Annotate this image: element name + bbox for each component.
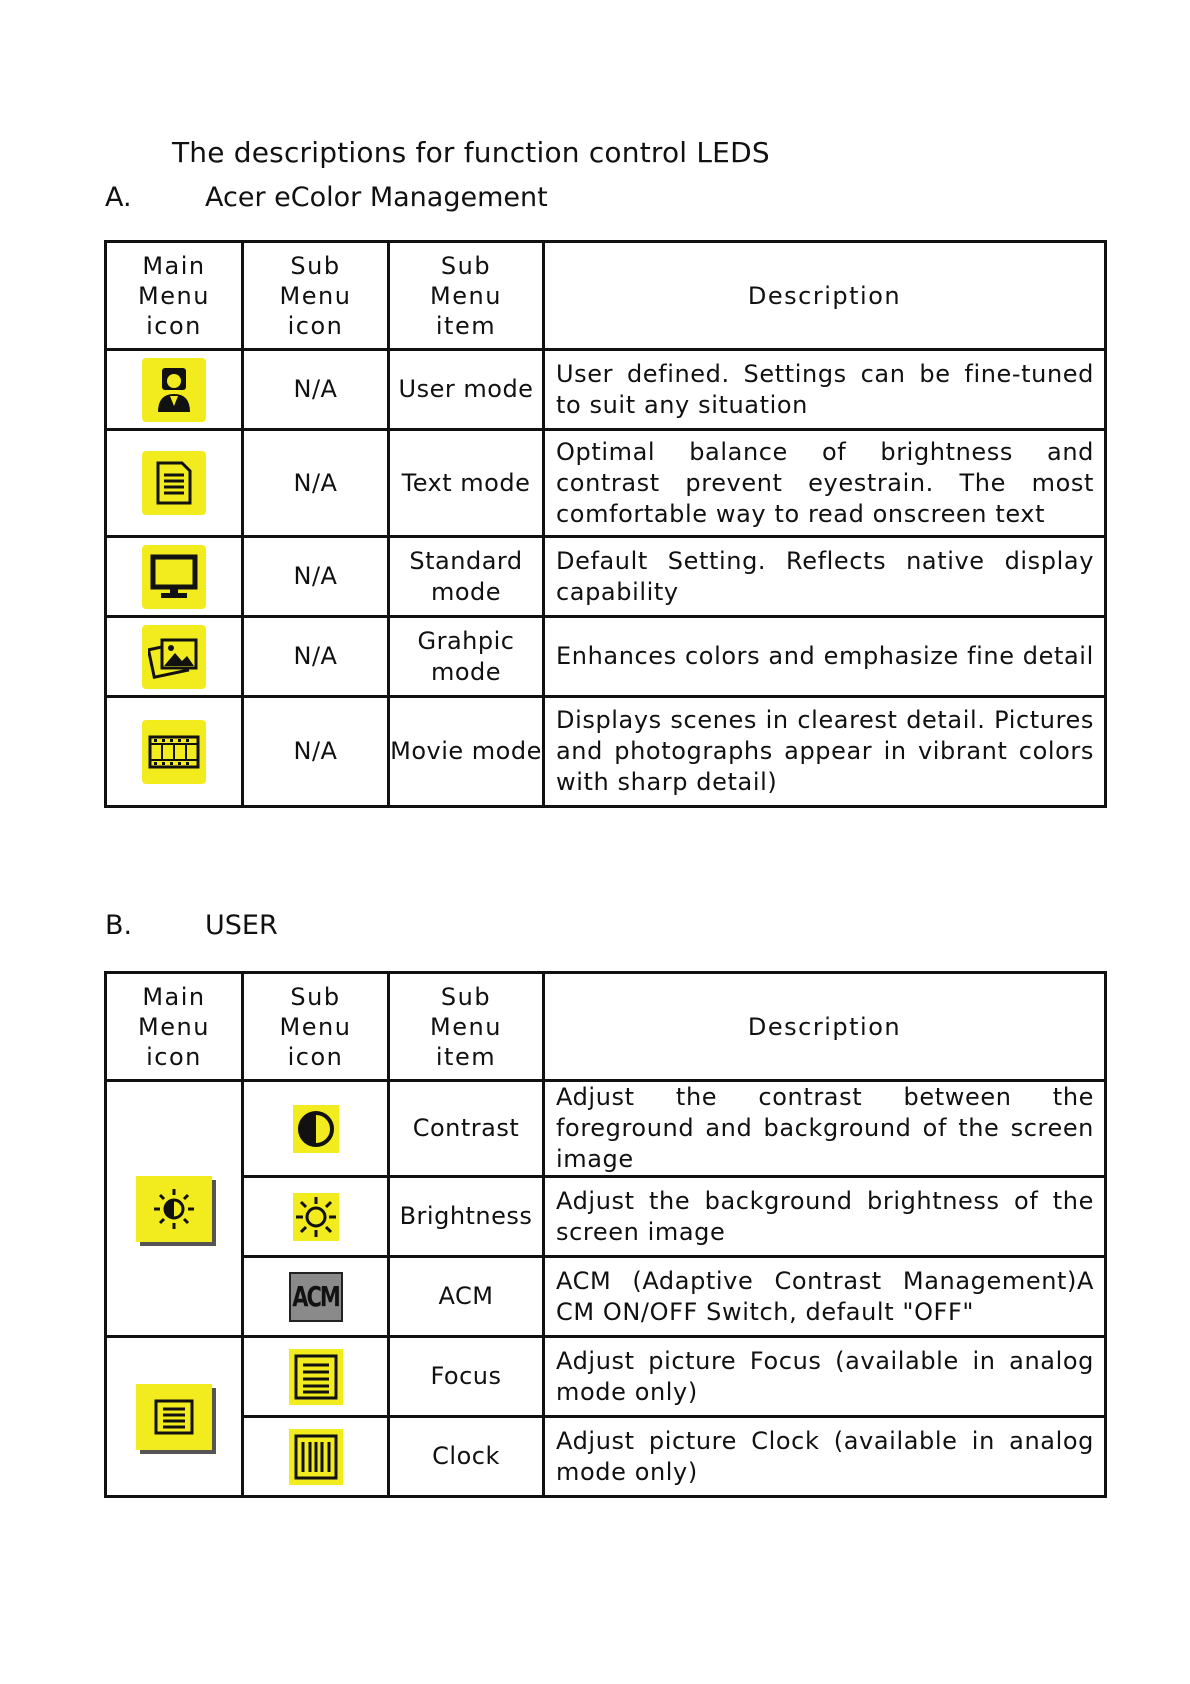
section-b-title: USER (205, 910, 278, 941)
table-row (106, 697, 1106, 807)
main-icon-cell (106, 1337, 243, 1497)
table-row (106, 1081, 1106, 1177)
sub-item-cell: User mode (389, 350, 544, 430)
monitor-icon (142, 545, 206, 609)
header-sub-menu-icon: Sub Menu icon (243, 973, 389, 1081)
main-icon-cell (106, 617, 243, 697)
sub-icon-cell (243, 1081, 389, 1177)
main-icon-cell (106, 537, 243, 617)
acm-icon (289, 1272, 343, 1322)
header-main-menu-icon: Main Menu icon (106, 973, 243, 1081)
section-b-letter: B. (105, 910, 133, 941)
sub-item-cell: Standard mode (389, 537, 544, 617)
main-icon-cell (106, 430, 243, 537)
description-cell: Adjust picture Focus (available in analog mode only) (544, 1337, 1106, 1417)
sub-item-cell: Movie mode (389, 697, 544, 807)
sub-item-cell: Grahpic mode (389, 617, 544, 697)
description-cell: Optimal balance of brightness and contrast prevent eyestrain. The most comfortable way to read onscreen text (544, 430, 1106, 537)
user-mode-icon (142, 358, 206, 422)
ecolor-table (104, 240, 1107, 808)
brightness-menu-icon (136, 1176, 212, 1242)
table-row (106, 430, 1106, 537)
sub-item-cell: Clock (389, 1417, 544, 1497)
document-title: The descriptions for function control LEDS (172, 136, 770, 169)
picture-icon (142, 625, 206, 689)
clock-icon (289, 1429, 343, 1485)
user-table (104, 971, 1107, 1498)
header-main-menu-icon: Main Menu icon (106, 242, 243, 350)
header-sub-menu-item: Sub Menu item (389, 973, 544, 1081)
table-row (106, 537, 1106, 617)
table-row (106, 1257, 1106, 1337)
description-cell: ACM (Adaptive Contrast Management)A CM ON/OFF Switch, default "OFF" (544, 1257, 1106, 1337)
sub-icon-cell (243, 1337, 389, 1417)
section-a-letter: A. (105, 182, 132, 213)
main-icon-cell (106, 1081, 243, 1337)
section-a-title: Acer eColor Management (205, 182, 548, 213)
table-header-row (106, 973, 1106, 1081)
table-row (106, 1417, 1106, 1497)
sub-icon-cell (243, 1177, 389, 1257)
description-cell: Adjust the background brightness of the screen image (544, 1177, 1106, 1257)
focus-icon (289, 1349, 343, 1405)
table-row (106, 1177, 1106, 1257)
table-row (106, 350, 1106, 430)
section-a-heading (105, 182, 548, 213)
header-sub-menu-icon: Sub Menu icon (243, 242, 389, 350)
film-icon (142, 720, 206, 784)
sub-item-cell: Text mode (389, 430, 544, 537)
table-row (106, 617, 1106, 697)
sub-item-cell: ACM (389, 1257, 544, 1337)
header-sub-menu-item: Sub Menu item (389, 242, 544, 350)
table-header-row (106, 242, 1106, 350)
text-mode-icon (142, 451, 206, 515)
section-b-heading (105, 910, 278, 941)
description-cell: Adjust picture Clock (available in analog mode only) (544, 1417, 1106, 1497)
image-menu-icon (136, 1384, 212, 1450)
header-description: Description (544, 242, 1106, 350)
sub-icon-cell: N/A (243, 350, 389, 430)
acm-icon-text: ACM (292, 1280, 339, 1313)
brightness-icon (293, 1193, 339, 1241)
description-cell: Enhances colors and emphasize fine detail (544, 617, 1106, 697)
description-cell: User defined. Settings can be fine-tuned to suit any situation (544, 350, 1106, 430)
sub-icon-cell (243, 1257, 389, 1337)
sub-icon-cell: N/A (243, 617, 389, 697)
main-icon-cell (106, 350, 243, 430)
sub-item-cell: Brightness (389, 1177, 544, 1257)
sub-icon-cell: N/A (243, 697, 389, 807)
description-cell: Default Setting. Reflects native display capability (544, 537, 1106, 617)
sub-item-cell: Focus (389, 1337, 544, 1417)
description-cell: Adjust the contrast between the foreground and background of the screen image (544, 1081, 1106, 1177)
header-description: Description (544, 973, 1106, 1081)
sub-icon-cell (243, 1417, 389, 1497)
description-cell: Displays scenes in clearest detail. Pictures and photographs appear in vibrant colors with sharp detail) (544, 697, 1106, 807)
table-row (106, 1337, 1106, 1417)
contrast-icon (293, 1105, 339, 1153)
sub-icon-cell: N/A (243, 537, 389, 617)
sub-icon-cell: N/A (243, 430, 389, 537)
main-icon-cell (106, 697, 243, 807)
sub-item-cell: Contrast (389, 1081, 544, 1177)
